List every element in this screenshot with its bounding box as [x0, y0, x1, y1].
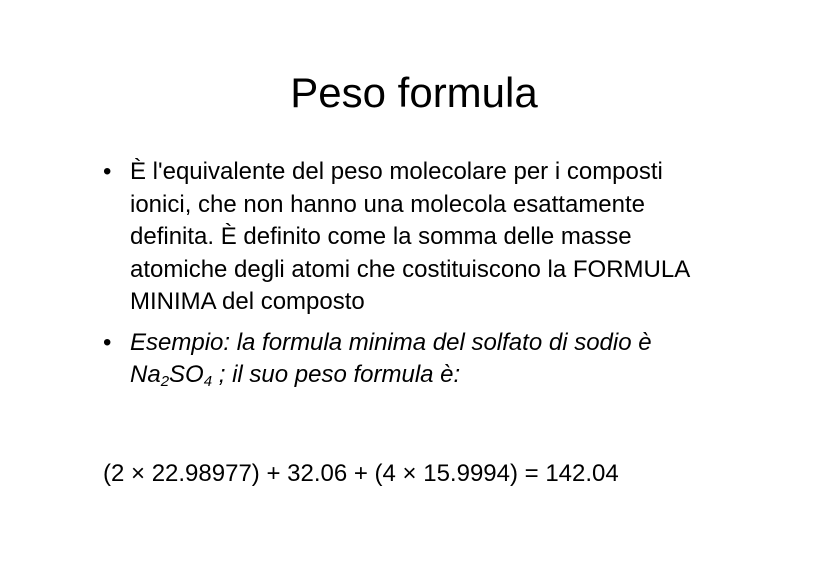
bullet-item-definition [103, 156, 723, 319]
bullet-marker: • [103, 158, 112, 185]
bullet-item-example [103, 327, 723, 392]
formula-calculation: (2 × 22.98977) + 32.06 + (4 × 15.9994) = 142.04 [103, 460, 619, 487]
example-mid: SO [169, 361, 204, 388]
example-outro: ; il suo peso formula è: [212, 361, 461, 388]
slide-title: Peso formula [290, 69, 538, 116]
bullet-text [130, 329, 652, 389]
subscript-4: 4 [203, 373, 213, 390]
subscript-2: 2 [160, 373, 170, 390]
example-intro: Esempio: la formula minima del solfato di sodio è Na [130, 328, 652, 388]
bullet-list [103, 156, 723, 400]
bullet-text: È l'equivalente del peso molecolare per i composti ionici, che non hanno una molecola esattamente definita. È definito come la somma delle masse atomiche degli atomi che costituiscono la FORMULA MINIMA del composto [130, 158, 689, 315]
bullet-marker: • [103, 328, 112, 356]
